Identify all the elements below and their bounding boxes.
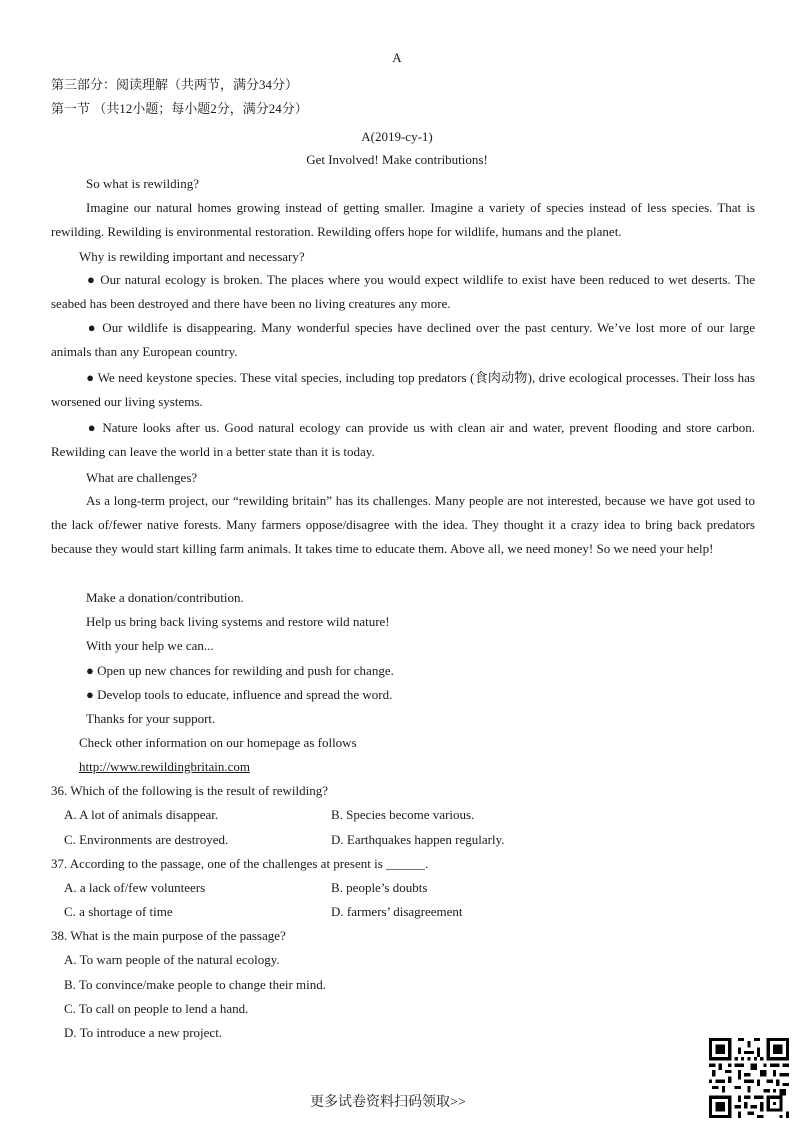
paragraph-challenges: As a long-term project, our “rewilding britain” has its challenges. Many people are not interested, because we have got used to the lack of/fewer native forests. Many farmers oppose/disagree with the idea. They thought it a crazy idea to bring back predators because they would start killing farm animals. It takes time to educate them. Above all, we need money! So we need your help!: [51, 493, 755, 556]
question-37-stem: 37. According to the passage, one of the challenges at present is ______.: [51, 856, 429, 871]
line-thanks: Thanks for your support.: [86, 711, 216, 726]
section-title: 第三部分：阅读理解（共两节，满分34分）: [51, 77, 299, 92]
bullet-develop: ● Develop tools to educate, influence and spread the word.: [86, 687, 393, 702]
bullet-wildlife: ● Our wildlife is disappearing. Many wonderful species have declined over the past century. We’ve lost more of our large animals than any European country.: [51, 320, 755, 359]
question-37-option-d: D. farmers’ disagreement: [331, 904, 463, 919]
question-36-option-c: C. Environments are destroyed.: [64, 832, 229, 847]
bullet-keystone: ● We need keystone species. These vital species, including top predators (食肉动物), drive ecological processes. Their loss has worsened our living systems.: [51, 370, 755, 409]
footer-text: 更多试卷资料扫码领取>>: [310, 1095, 466, 1110]
question-38-option-a: A. To warn people of the natural ecology.: [64, 952, 280, 967]
line-donation: Make a donation/contribution.: [86, 590, 244, 605]
question-38-stem: 38. What is the main purpose of the passage?: [51, 928, 286, 943]
homepage-link[interactable]: http://www.rewildingbritain.com: [79, 759, 251, 774]
question-37-option-a: A. a lack of/few volunteers: [64, 880, 206, 895]
question-36-option-d: D. Earthquakes happen regularly.: [331, 832, 505, 847]
passage-question-2: Why is rewilding important and necessary?: [79, 249, 305, 264]
line-check-info: Check other information on our homepage as follows: [79, 735, 357, 750]
subsection-title: 第一节 （共12小题；每小题2分，满分24分）: [51, 101, 308, 116]
question-36-option-b: B. Species become various.: [331, 807, 475, 822]
line-help: Help us bring back living systems and restore wild nature!: [86, 614, 390, 629]
passage-title: Get Involved! Make contributions!: [306, 152, 488, 167]
passage-question-1: So what is rewilding?: [86, 176, 200, 191]
bullet-nature: ● Nature looks after us. Good natural ecology can provide us with clean air and water, prevent flooding and store carbon. Rewilding can leave the world in a better state than it is today.: [51, 420, 755, 459]
qr-code-icon[interactable]: [708, 1038, 790, 1118]
passage-code: A(2019-cy-1): [361, 129, 433, 144]
paragraph-intro: Imagine our natural homes growing instead of getting smaller. Imagine a variety of species instead of less species. That is rewilding. Rewilding is environmental restoration. Rewilding offers hope for wildlife, humans and the planet.: [51, 200, 755, 239]
question-37-option-c: C. a shortage of time: [64, 904, 173, 919]
top-letter: A: [392, 50, 402, 65]
bullet-ecology: ● Our natural ecology is broken. The places where you would expect wildlife to exist have been reduced to wet deserts. The seabed has been destroyed and there have been no living creatures any more.: [51, 272, 755, 311]
question-38-option-b: B. To convince/make people to change their mind.: [64, 977, 327, 992]
question-38-option-c: C. To call on people to lend a hand.: [64, 1001, 249, 1016]
question-36-option-a: A. A lot of animals disappear.: [64, 807, 219, 822]
question-38-option-d: D. To introduce a new project.: [64, 1025, 223, 1040]
bullet-open-up: ● Open up new chances for rewilding and push for change.: [86, 663, 394, 678]
line-with-help: With your help we can...: [86, 638, 214, 653]
question-37-option-b: B. people’s doubts: [331, 880, 428, 895]
passage-question-3: What are challenges?: [86, 470, 198, 485]
question-36-stem: 36. Which of the following is the result of rewilding?: [51, 783, 329, 798]
